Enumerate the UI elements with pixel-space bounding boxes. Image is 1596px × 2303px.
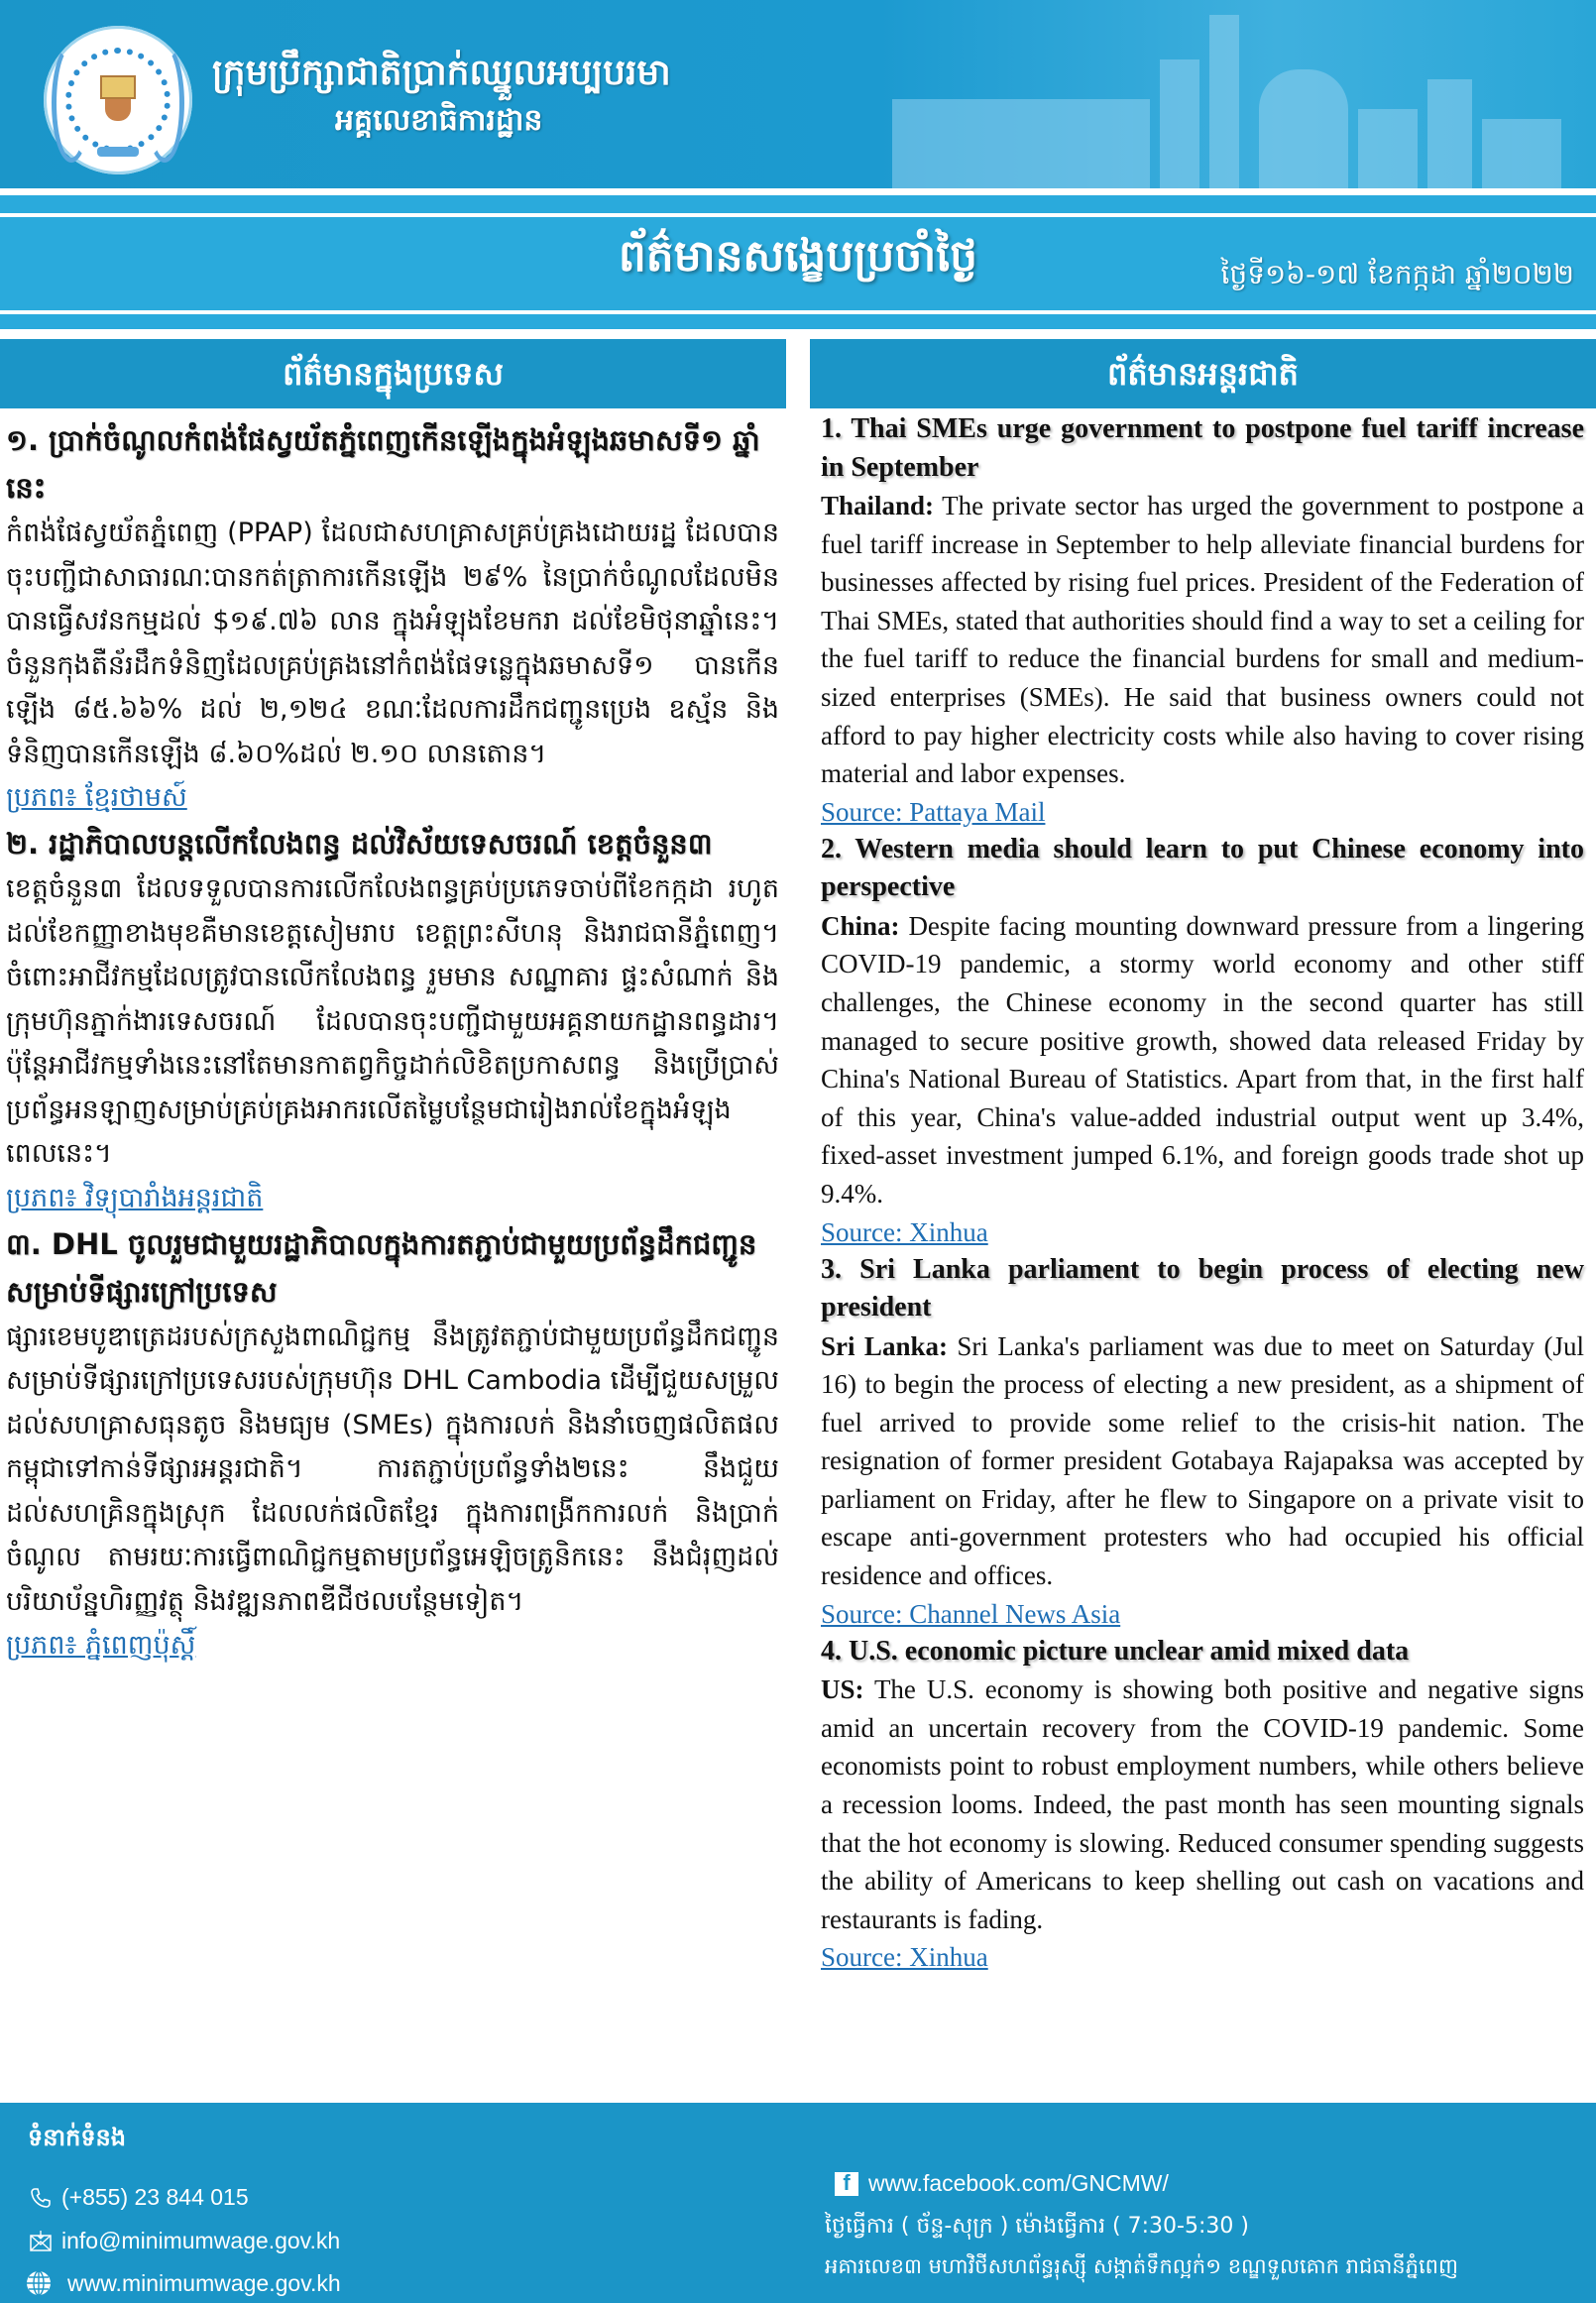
- article-title: ២. រដ្ឋាភិបាលបន្តលើកលែងពន្ធ ដល់វិស័យទេសចរណ៍ ខេត្តចំនួន៣: [6, 827, 713, 861]
- department-name: អគ្គលេខាធិការដ្ឋាន: [335, 103, 543, 138]
- international-article: [821, 1251, 1584, 1633]
- phone-icon: [28, 2185, 54, 2211]
- article-body: ផ្សារខេមបូឌាត្រេដរបស់ក្រសួងពាណិជ្ជកម្ម នឹងត្រូវតភ្ជាប់ជាមួយប្រព័ន្ធដឹកជញ្ជូនសម្រាប់ទីផ្សារក្រៅប្រទេសរបស់ក្រុមហ៊ុន DHL Cambodia ដើម្បីជួយសម្រួលដល់សហគ្រាសធុនតូច និងមធ្យម (SMEs) ក្នុងការលក់ និងនាំចេញផលិតផលកម្ពុជាទៅកាន់ទីផ្សារអន្តរជាតិ។ ការតភ្ជាប់ប្រព័ន្ធទាំង២នេះ នឹងជួយដល់សហគ្រិនក្នុងស្រុក ដែលលក់ផលិតខ្មែរ ក្នុងការពង្រីកការលក់ និងប្រាក់ចំណូល តាមរយៈការធ្វើពាណិជ្ជកម្មតាមប្រព័ន្ធអេឡិចត្រូនិកនេះ នឹងជំរុញដល់បរិយាប័ន្នហិរញ្ញវត្ថុ និងវឌ្ឍនភាពឌីជីថលបន្ថែមទៀត។: [6, 1321, 779, 1617]
- article-source-link[interactable]: ប្រភព៖ វិទ្យុបារាំងអន្តរជាតិ: [6, 1182, 264, 1213]
- building-shape: [1427, 79, 1472, 188]
- article-body: [821, 1327, 1584, 1595]
- international-article: [821, 831, 1584, 1251]
- article-source-link[interactable]: ប្រភព៖ ខ្មែរថាមស៍: [6, 782, 187, 813]
- book-icon: [100, 75, 136, 99]
- ministry-logo-icon: [44, 26, 192, 174]
- building-shape: [1160, 59, 1199, 188]
- website-contact[interactable]: [24, 2268, 341, 2298]
- article-title: 2. Western media should learn to put Chinese economy into perspective: [821, 833, 1584, 903]
- article-text: Sri Lanka's parliament was due to meet on Saturday (Jul 16) to begin the process of electing a new president, as a shipment of fuel arrived to provide some relief to the crisis-hit nation. The resignation of former president Gotabaya Rajapaksa was accepted by parliament on Friday, after he flew to Singapore on a private visit to escape anti-government protesters who had occupied his official residence and offices.: [821, 1330, 1584, 1591]
- facebook-contact[interactable]: [835, 2170, 1169, 2197]
- article-location: China:: [821, 910, 900, 941]
- banner-stripe-bottom: [0, 314, 1596, 329]
- envelope-icon: [28, 2229, 54, 2254]
- article-title: 4. U.S. economic picture unclear amid mixed data: [821, 1635, 1410, 1667]
- international-news-column: [821, 410, 1584, 1976]
- international-article: [821, 1633, 1584, 1977]
- contact-footer: [0, 2103, 1596, 2303]
- international-article: [821, 410, 1584, 831]
- article-body: [821, 907, 1584, 1213]
- domestic-article: [6, 1220, 779, 1669]
- tower-shape: [1209, 15, 1239, 188]
- domestic-article: [6, 416, 779, 820]
- top-header: [0, 0, 1596, 188]
- facebook-link[interactable]: www.facebook.com/GNCMW/: [868, 2170, 1169, 2196]
- banner-stripe-top: [0, 195, 1596, 213]
- article-location: US:: [821, 1674, 864, 1705]
- phone-contact[interactable]: [28, 2184, 249, 2211]
- article-title: ១. ប្រាក់ចំណូលកំពង់ផែស្វយ័តភ្នំពេញកើនឡើងក្នុងអំឡុងឆមាសទី១ ឆ្នាំនេះ: [6, 423, 760, 505]
- article-body: កំពង់ផែស្វយ័តភ្នំពេញ (PPAP) ដែលជាសហគ្រាសគ្រប់គ្រងដោយរដ្ឋ ដែលបានចុះបញ្ជីជាសាធារណៈបានកត់ត្រាការកើនឡើង ២៩% នៃប្រាក់ចំណូលដែលមិនបានធ្វើសវនកម្មដល់ $១៩.៧៦ លាន ក្នុងអំឡុងខែមករា ដល់ខែមិថុនាឆ្នាំនេះ។ ចំនួនកុងតឺន័រដឹកទំនិញដែលគ្រប់គ្រងនៅកំពង់ផែទន្លេក្នុងឆមាសទី១ បានកើនឡើង ៨៥.៦៦% ដល់ ២,១២៤ ខណៈដែលការដឹកជញ្ជូនប្រេង ឧស្ម័ន និងទំនិញបានកើនឡើង ៨.៦០%ដល់ ២.១០ លានតោន។: [6, 518, 779, 769]
- article-source-link[interactable]: Source: Xinhua: [821, 1216, 988, 1247]
- contact-heading: ទំនាក់ទំនង: [28, 2123, 127, 2151]
- domestic-article: [6, 820, 779, 1220]
- article-text: The private sector has urged the government to postpone a fuel tariff increase in September to help alleviate financial burdens for businesses affected by rising fuel prices. President of the Federation of Thai SMEs, stated that authorities should find a way to set a ceiling for the fuel tariff to reduce the financial burdens for small and medium-sized enterprises (SMEs). He said that business owners could not afford to pay higher electricity costs while also having to cover rising material and labor expenses.: [821, 491, 1584, 789]
- article-title: 1. Thai SMEs urge government to postpone fuel tariff increase in September: [821, 413, 1584, 483]
- domestic-news-column: [6, 416, 779, 1668]
- article-body: [821, 1670, 1584, 1938]
- worker-figure-shape: [1259, 69, 1348, 188]
- office-address: អគារលេខ៣ មហាវិថីសហព័ន្ធរុស្ស៊ី សង្កាត់ទឹកល្អក់១ ខណ្ឌទួលគោក រាជធានីភ្នំពេញ: [825, 2254, 1458, 2278]
- ornament-icon: [97, 147, 139, 157]
- page-title: ព័ត៌មានសង្ខេបប្រចាំថ្ងៃ: [618, 231, 978, 282]
- article-source-link[interactable]: Source: Xinhua: [821, 1942, 988, 1973]
- organization-name: ក្រុមប្រឹក្សាជាតិប្រាក់ឈ្នួលអប្បបរមា: [212, 52, 671, 93]
- working-hours: ថ្ងៃធ្វើការ ( ច័ន្ទ-សុក្រ ) ម៉ោងធ្វើការ ( 7:30-5:30 ): [825, 2214, 1249, 2239]
- article-source-link[interactable]: ប្រភព៖ ភ្នំពេញប៉ុស្តិ៍: [6, 1630, 196, 1661]
- facebook-icon: f: [835, 2172, 858, 2196]
- article-body: [821, 487, 1584, 793]
- email-contact[interactable]: [28, 2228, 340, 2254]
- ship-shape: [892, 99, 1150, 188]
- article-location: Sri Lanka:: [821, 1330, 948, 1361]
- website-link[interactable]: www.minimumwage.gov.kh: [67, 2269, 341, 2296]
- article-source-link[interactable]: Source: Channel News Asia: [821, 1598, 1121, 1629]
- article-text: The U.S. economy is showing both positive and negative signs amid an uncertain recovery from the COVID-19 pandemic. Some economists point to robust employment numbers, while others believe a recession looms. Indeed, the past month has seen mounting signals that the hot economy is slowing. Reduced consumer spending suggests the ability of Americans to keep shelling out cash on vacations and restaurants is fading.: [821, 1674, 1584, 1934]
- globe-icon: [24, 2268, 54, 2298]
- article-text: Despite facing mounting downward pressure from a lingering COVID-19 pandemic, a stormy world economy and other stiff challenges, the Chinese economy in the second quarter has still managed to secure positive growth, showed data released Friday by China's National Bureau of Statistics. Apart from that, in the first half of this year, China's value-added industrial output went up 3.4%, fixed-asset investment jumped 6.1%, and foreign goods trade shot up 9.4%.: [821, 910, 1585, 1209]
- building-shape: [1358, 109, 1418, 188]
- article-source-link[interactable]: Source: Pattaya Mail: [821, 796, 1046, 827]
- title-banner: [0, 217, 1596, 310]
- building-shape: [1482, 119, 1561, 188]
- pedestal-icon: [105, 99, 131, 121]
- email-link[interactable]: info@minimumwage.gov.kh: [61, 2228, 341, 2253]
- international-news-heading: ព័ត៌មានអន្តរជាតិ: [810, 339, 1596, 408]
- phone-number: (+855) 23 844 015: [61, 2184, 249, 2210]
- domestic-news-heading: ព័ត៌មានក្នុងប្រទេស: [0, 339, 786, 408]
- city-port-illustration: [862, 0, 1596, 188]
- article-title: 3. Sri Lanka parliament to begin process of electing new president: [821, 1253, 1584, 1323]
- issue-date: ថ្ងៃទី១៦-១៧ ខែកក្កដា ឆ្នាំ២០២២: [1220, 258, 1574, 290]
- article-title: ៣. DHL ចូលរួមជាមួយរដ្ឋាភិបាលក្នុងការតភ្ជាប់ជាមួយប្រព័ន្ធដឹកជញ្ជូន សម្រាប់ទីផ្សារក្រៅប្រទេស: [6, 1226, 757, 1309]
- article-body: ខេត្តចំនួន៣ ដែលទទួលបានការលើកលែងពន្ធគ្រប់ប្រភេទចាប់ពីខែកក្កដា រហូតដល់ខែកញ្ញាខាងមុខគឺមានខេត្តសៀមរាប ខេត្តព្រះសីហនុ និងរាជធានីភ្នំពេញ។ ចំពោះអាជីវកម្មដែលត្រូវបានលើកលែងពន្ធ រួមមាន សណ្ឋាគារ ផ្ទះសំណាក់ និងក្រុមហ៊ុនភ្នាក់ងារទេសចរណ៍ ដែលបានចុះបញ្ជីជាមួយអគ្គនាយកដ្ឋានពន្ធដារ។ ប៉ុន្តែអាជីវកម្មទាំងនេះនៅតែមានកាតព្វកិច្ចដាក់លិខិតប្រកាសពន្ធ និងប្រើប្រាស់ប្រព័ន្ធអនឡាញសម្រាប់គ្រប់គ្រងអាករលើតម្លៃបន្ថែមជារៀងរាល់ខែក្នុងអំឡុងពេលនេះ។: [6, 873, 779, 1169]
- article-location: Thailand:: [821, 491, 935, 520]
